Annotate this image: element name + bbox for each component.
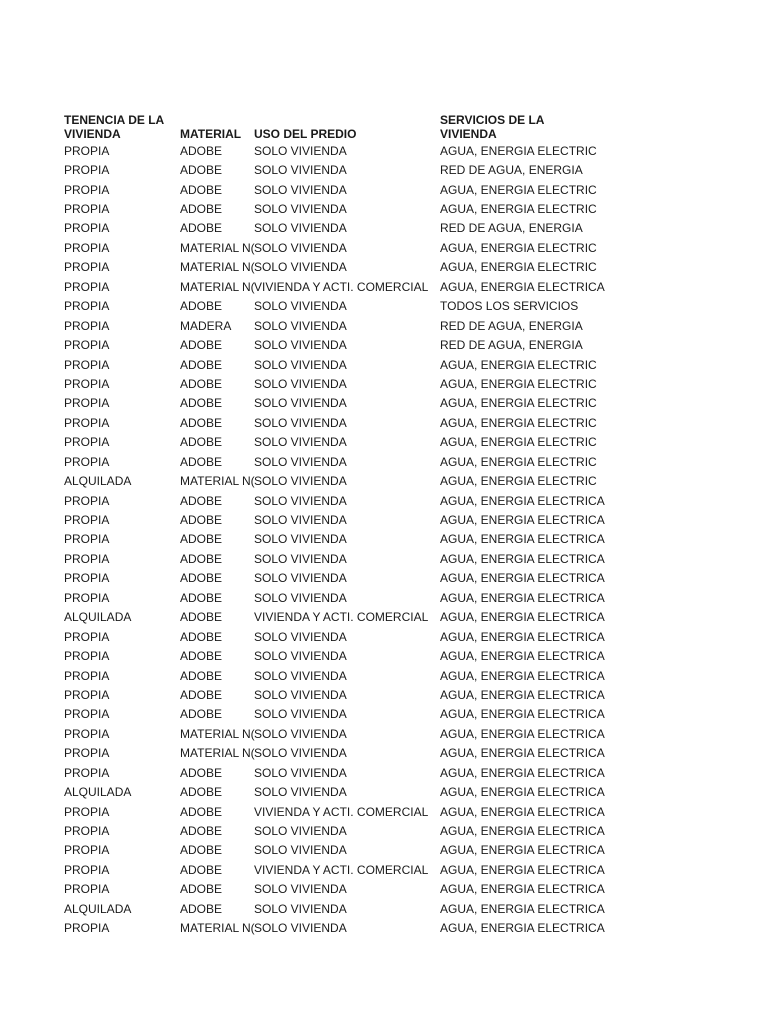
table-row: [64, 219, 594, 238]
cell-tenencia: PROPIA: [64, 707, 110, 722]
cell-material: ADOBE: [180, 299, 223, 314]
cell-tenencia: ALQUILADA: [64, 901, 132, 916]
table-row: [64, 627, 605, 646]
cell-material: ADOBE: [180, 551, 223, 566]
table-row: [64, 569, 605, 588]
table-row: [64, 471, 597, 490]
cell-material: ADOBE: [180, 182, 223, 197]
cell-servicios: AGUA, ENERGIA ELECTRIC: [440, 376, 597, 391]
cell-uso-del-predio: SOLO VIVIENDA: [254, 221, 347, 236]
table-row: [64, 549, 605, 568]
table-row: [64, 782, 605, 801]
cell-tenencia: PROPIA: [64, 513, 110, 528]
cell-uso-del-predio: SOLO VIVIENDA: [254, 240, 347, 255]
cell-tenencia: PROPIA: [64, 765, 110, 780]
cell-material: ADOBE: [180, 532, 223, 547]
cell-uso-del-predio: SOLO VIVIENDA: [254, 396, 347, 411]
table-row: [64, 860, 605, 879]
cell-material: ADOBE: [180, 338, 223, 353]
cell-servicios: AGUA, ENERGIA ELECTRIC: [440, 357, 597, 372]
cell-servicios: AGUA, ENERGIA ELECTRICA: [440, 687, 605, 702]
cell-tenencia: PROPIA: [64, 726, 110, 741]
cell-tenencia: PROPIA: [64, 746, 110, 761]
table-row: [64, 588, 605, 607]
table-row: [64, 433, 597, 452]
cell-servicios: AGUA, ENERGIA ELECTRICA: [440, 726, 605, 741]
cell-uso-del-predio: SOLO VIVIENDA: [254, 843, 347, 858]
table-row: [64, 452, 597, 471]
cell-uso-del-predio: SOLO VIVIENDA: [254, 454, 347, 469]
cell-tenencia: ALQUILADA: [64, 785, 132, 800]
cell-material: ADOBE: [180, 202, 223, 217]
cell-material: ADOBE: [180, 687, 223, 702]
spreadsheet-table: [64, 111, 605, 938]
table-row: [64, 374, 597, 393]
cell-servicios: AGUA, ENERGIA ELECTRICA: [440, 532, 605, 547]
cell-tenencia: PROPIA: [64, 318, 110, 333]
cell-material: ADOBE: [180, 824, 223, 839]
cell-uso-del-predio: SOLO VIVIENDA: [254, 687, 347, 702]
cell-material: ADOBE: [180, 882, 223, 897]
cell-servicios: AGUA, ENERGIA ELECTRICA: [440, 493, 605, 508]
cell-uso-del-predio: SOLO VIVIENDA: [254, 318, 347, 333]
cell-servicios: AGUA, ENERGIA ELECTRICA: [440, 746, 605, 761]
table-row: [64, 335, 594, 354]
cell-uso-del-predio: VIVIENDA Y ACTI. COMERCIAL: [254, 610, 429, 625]
table-row: [64, 238, 597, 257]
table-row: [64, 413, 597, 432]
table-row: [64, 160, 594, 179]
table-row: [64, 724, 605, 743]
cell-uso-del-predio: SOLO VIVIENDA: [254, 338, 347, 353]
table-row: [64, 666, 605, 685]
cell-tenencia: PROPIA: [64, 590, 110, 605]
table-row: [64, 510, 605, 529]
cell-tenencia: PROPIA: [64, 338, 110, 353]
cell-uso-del-predio: SOLO VIVIENDA: [254, 474, 347, 489]
cell-tenencia: PROPIA: [64, 260, 110, 275]
table-row: [64, 744, 605, 763]
cell-tenencia: PROPIA: [64, 843, 110, 858]
cell-tenencia: PROPIA: [64, 279, 110, 294]
cell-servicios: AGUA, ENERGIA ELECTRICA: [440, 882, 605, 897]
cell-material: MATERIAL N(: [180, 279, 255, 294]
cell-material: ADOBE: [180, 435, 223, 450]
cell-servicios: TODOS LOS SERVICIOS: [440, 299, 579, 314]
table-row: [64, 821, 605, 840]
cell-material: MATERIAL N(: [180, 260, 255, 275]
cell-servicios: RED DE AGUA, ENERGIA: [440, 338, 583, 353]
cell-material: ADOBE: [180, 843, 223, 858]
cell-uso-del-predio: SOLO VIVIENDA: [254, 707, 347, 722]
cell-uso-del-predio: SOLO VIVIENDA: [254, 299, 347, 314]
cell-servicios: AGUA, ENERGIA ELECTRIC: [440, 182, 597, 197]
cell-material: MATERIAL N(: [180, 746, 255, 761]
cell-tenencia: PROPIA: [64, 240, 110, 255]
table-body: [64, 141, 605, 938]
cell-servicios: AGUA, ENERGIA ELECTRIC: [440, 260, 597, 275]
cell-material: ADOBE: [180, 396, 223, 411]
header-servicios: SERVICIOS DE LA VIVIENDA: [440, 113, 545, 141]
table-row: [64, 141, 597, 160]
cell-tenencia: PROPIA: [64, 921, 110, 936]
cell-tenencia: PROPIA: [64, 862, 110, 877]
header-material: MATERIAL: [180, 127, 242, 141]
table-row: [64, 199, 597, 218]
table-row: [64, 646, 605, 665]
cell-servicios: AGUA, ENERGIA ELECTRIC: [440, 240, 597, 255]
cell-material: ADOBE: [180, 163, 223, 178]
cell-material: MATERIAL N(: [180, 921, 255, 936]
cell-tenencia: PROPIA: [64, 804, 110, 819]
table-row: [64, 258, 597, 277]
cell-uso-del-predio: SOLO VIVIENDA: [254, 921, 347, 936]
cell-tenencia: PROPIA: [64, 668, 110, 683]
cell-servicios: AGUA, ENERGIA ELECTRIC: [440, 415, 597, 430]
cell-uso-del-predio: VIVIENDA Y ACTI. COMERCIAL: [254, 862, 429, 877]
cell-servicios: RED DE AGUA, ENERGIA: [440, 318, 583, 333]
cell-tenencia: PROPIA: [64, 824, 110, 839]
cell-tenencia: PROPIA: [64, 357, 110, 372]
cell-material: MATERIAL N(: [180, 474, 255, 489]
table-row: [64, 297, 594, 316]
table-row: [64, 685, 605, 704]
cell-uso-del-predio: SOLO VIVIENDA: [254, 551, 347, 566]
cell-uso-del-predio: SOLO VIVIENDA: [254, 746, 347, 761]
cell-tenencia: PROPIA: [64, 571, 110, 586]
header-row: [64, 111, 594, 141]
table-row: [64, 880, 605, 899]
table-row: [64, 608, 605, 627]
cell-uso-del-predio: SOLO VIVIENDA: [254, 726, 347, 741]
cell-uso-del-predio: SOLO VIVIENDA: [254, 785, 347, 800]
cell-servicios: AGUA, ENERGIA ELECTRICA: [440, 901, 605, 916]
cell-tenencia: ALQUILADA: [64, 474, 132, 489]
cell-material: MATERIAL N(: [180, 240, 255, 255]
cell-uso-del-predio: SOLO VIVIENDA: [254, 415, 347, 430]
cell-servicios: AGUA, ENERGIA ELECTRIC: [440, 202, 597, 217]
cell-uso-del-predio: SOLO VIVIENDA: [254, 493, 347, 508]
cell-material: ADOBE: [180, 357, 223, 372]
table-row: [64, 841, 605, 860]
cell-servicios: AGUA, ENERGIA ELECTRICA: [440, 921, 605, 936]
cell-tenencia: PROPIA: [64, 532, 110, 547]
cell-uso-del-predio: SOLO VIVIENDA: [254, 649, 347, 664]
cell-uso-del-predio: VIVIENDA Y ACTI. COMERCIAL: [254, 804, 429, 819]
cell-material: ADOBE: [180, 415, 223, 430]
cell-tenencia: ALQUILADA: [64, 610, 132, 625]
cell-tenencia: PROPIA: [64, 182, 110, 197]
cell-material: ADOBE: [180, 668, 223, 683]
cell-material: ADOBE: [180, 804, 223, 819]
cell-material: ADOBE: [180, 376, 223, 391]
cell-servicios: AGUA, ENERGIA ELECTRICA: [440, 279, 605, 294]
cell-tenencia: PROPIA: [64, 629, 110, 644]
table-row: [64, 919, 605, 938]
table-row: [64, 763, 605, 782]
cell-uso-del-predio: VIVIENDA Y ACTI. COMERCIAL: [254, 279, 429, 294]
table-row: [64, 802, 605, 821]
table-row: [64, 899, 605, 918]
table-row: [64, 491, 605, 510]
cell-servicios: AGUA, ENERGIA ELECTRICA: [440, 843, 605, 858]
cell-tenencia: PROPIA: [64, 143, 110, 158]
cell-servicios: RED DE AGUA, ENERGIA: [440, 221, 583, 236]
cell-material: ADOBE: [180, 143, 223, 158]
table-row: [64, 705, 605, 724]
cell-servicios: AGUA, ENERGIA ELECTRIC: [440, 396, 597, 411]
cell-uso-del-predio: SOLO VIVIENDA: [254, 435, 347, 450]
cell-material: ADOBE: [180, 513, 223, 528]
cell-servicios: AGUA, ENERGIA ELECTRICA: [440, 513, 605, 528]
cell-uso-del-predio: SOLO VIVIENDA: [254, 590, 347, 605]
cell-servicios: AGUA, ENERGIA ELECTRIC: [440, 143, 597, 158]
cell-servicios: AGUA, ENERGIA ELECTRICA: [440, 804, 605, 819]
cell-tenencia: PROPIA: [64, 221, 110, 236]
cell-tenencia: PROPIA: [64, 551, 110, 566]
cell-tenencia: PROPIA: [64, 454, 110, 469]
cell-servicios: AGUA, ENERGIA ELECTRICA: [440, 707, 605, 722]
cell-material: ADOBE: [180, 571, 223, 586]
cell-uso-del-predio: SOLO VIVIENDA: [254, 202, 347, 217]
cell-material: ADOBE: [180, 629, 223, 644]
cell-uso-del-predio: SOLO VIVIENDA: [254, 182, 347, 197]
cell-tenencia: PROPIA: [64, 435, 110, 450]
cell-tenencia: PROPIA: [64, 396, 110, 411]
cell-material: ADOBE: [180, 765, 223, 780]
table-row: [64, 277, 605, 296]
cell-material: MADERA: [180, 318, 232, 333]
cell-servicios: AGUA, ENERGIA ELECTRIC: [440, 454, 597, 469]
cell-servicios: AGUA, ENERGIA ELECTRICA: [440, 629, 605, 644]
header-uso-del-predio: USO DEL PREDIO: [254, 127, 357, 141]
table-row: [64, 180, 597, 199]
cell-material: ADOBE: [180, 493, 223, 508]
cell-uso-del-predio: SOLO VIVIENDA: [254, 629, 347, 644]
cell-tenencia: PROPIA: [64, 299, 110, 314]
cell-uso-del-predio: SOLO VIVIENDA: [254, 513, 347, 528]
cell-tenencia: PROPIA: [64, 882, 110, 897]
cell-servicios: AGUA, ENERGIA ELECTRIC: [440, 474, 597, 489]
cell-material: ADOBE: [180, 610, 223, 625]
cell-servicios: RED DE AGUA, ENERGIA: [440, 163, 583, 178]
cell-tenencia: PROPIA: [64, 493, 110, 508]
cell-tenencia: PROPIA: [64, 163, 110, 178]
cell-uso-del-predio: SOLO VIVIENDA: [254, 376, 347, 391]
cell-material: ADOBE: [180, 901, 223, 916]
cell-material: ADOBE: [180, 785, 223, 800]
cell-uso-del-predio: SOLO VIVIENDA: [254, 143, 347, 158]
table-row: [64, 530, 605, 549]
cell-material: ADOBE: [180, 454, 223, 469]
cell-tenencia: PROPIA: [64, 649, 110, 664]
cell-material: MATERIAL N(: [180, 726, 255, 741]
table-row: [64, 394, 597, 413]
cell-material: ADOBE: [180, 707, 223, 722]
cell-uso-del-predio: SOLO VIVIENDA: [254, 163, 347, 178]
cell-material: ADOBE: [180, 590, 223, 605]
cell-uso-del-predio: SOLO VIVIENDA: [254, 765, 347, 780]
cell-servicios: AGUA, ENERGIA ELECTRIC: [440, 435, 597, 450]
cell-uso-del-predio: SOLO VIVIENDA: [254, 571, 347, 586]
cell-servicios: AGUA, ENERGIA ELECTRICA: [440, 862, 605, 877]
cell-uso-del-predio: SOLO VIVIENDA: [254, 260, 347, 275]
cell-tenencia: PROPIA: [64, 376, 110, 391]
cell-servicios: AGUA, ENERGIA ELECTRICA: [440, 551, 605, 566]
cell-material: ADOBE: [180, 862, 223, 877]
cell-material: ADOBE: [180, 649, 223, 664]
header-tenencia: TENENCIA DE LA VIVIENDA: [64, 113, 164, 141]
cell-servicios: AGUA, ENERGIA ELECTRICA: [440, 668, 605, 683]
cell-servicios: AGUA, ENERGIA ELECTRICA: [440, 610, 605, 625]
cell-uso-del-predio: SOLO VIVIENDA: [254, 668, 347, 683]
cell-tenencia: PROPIA: [64, 687, 110, 702]
cell-uso-del-predio: SOLO VIVIENDA: [254, 882, 347, 897]
cell-tenencia: PROPIA: [64, 202, 110, 217]
cell-servicios: AGUA, ENERGIA ELECTRICA: [440, 571, 605, 586]
cell-servicios: AGUA, ENERGIA ELECTRICA: [440, 785, 605, 800]
cell-uso-del-predio: SOLO VIVIENDA: [254, 901, 347, 916]
table-row: [64, 355, 597, 374]
cell-uso-del-predio: SOLO VIVIENDA: [254, 824, 347, 839]
cell-material: ADOBE: [180, 221, 223, 236]
cell-servicios: AGUA, ENERGIA ELECTRICA: [440, 590, 605, 605]
table-row: [64, 316, 594, 335]
cell-servicios: AGUA, ENERGIA ELECTRICA: [440, 765, 605, 780]
cell-servicios: AGUA, ENERGIA ELECTRICA: [440, 824, 605, 839]
cell-servicios: AGUA, ENERGIA ELECTRICA: [440, 649, 605, 664]
cell-tenencia: PROPIA: [64, 415, 110, 430]
cell-uso-del-predio: SOLO VIVIENDA: [254, 357, 347, 372]
cell-uso-del-predio: SOLO VIVIENDA: [254, 532, 347, 547]
